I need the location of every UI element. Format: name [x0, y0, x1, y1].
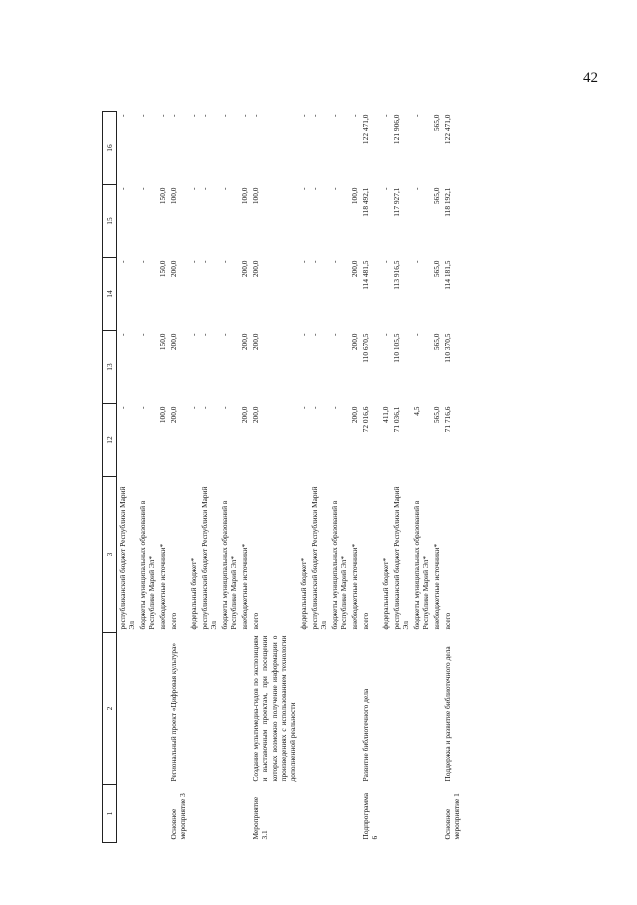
table-row — [309, 112, 329, 843]
row-code-cell — [411, 785, 431, 843]
row-value-cell: 100,0 — [251, 187, 261, 205]
row-value-cell: 200,0 — [169, 333, 179, 351]
row-source-cell: всего — [169, 612, 179, 630]
row-name-cell — [411, 633, 431, 785]
row-value-cell: 565,0 — [432, 187, 441, 205]
row-code-cell — [188, 785, 199, 843]
row-value-cell: - — [298, 114, 308, 117]
row-code-cell: Подпрограмма 6 — [360, 792, 379, 840]
row-value-cell: - — [220, 260, 230, 263]
row-value-cell: - — [138, 260, 148, 263]
row-value-cell: 114 481,5 — [360, 260, 370, 290]
row-value-cell: 122 471,0 — [360, 114, 370, 145]
row-value-cell: 122 471,0 — [443, 114, 453, 145]
row-code-cell — [309, 785, 329, 843]
row-value-cell: 100,0 — [240, 187, 250, 205]
row-name-cell — [431, 633, 442, 785]
row-value-cell: - — [298, 187, 308, 190]
row-value-cell: 200,0 — [240, 406, 250, 424]
row-value-cell: - — [298, 260, 308, 263]
row-code-cell — [329, 785, 349, 843]
row-name-cell — [188, 633, 199, 785]
row-name-cell — [199, 633, 219, 785]
row-name-cell — [391, 633, 411, 785]
row-source-cell: бюджеты муниципальных образований в Республике Марий Эл* — [138, 500, 157, 630]
row-value-cell: 150,0 — [158, 260, 168, 278]
row-value-cell: - — [380, 187, 390, 190]
row-value-cell: - — [298, 406, 308, 409]
row-value-cell: - — [200, 406, 210, 409]
row-source-cell: республиканский бюджет Республики Марий Эл — [118, 486, 137, 630]
table-row — [329, 112, 349, 843]
row-value-cell: - — [309, 187, 319, 190]
row-value-cell: - — [411, 114, 421, 117]
row-value-cell: 121 906,0 — [391, 114, 401, 145]
table-row — [219, 112, 239, 843]
row-value-cell: - — [200, 114, 210, 117]
row-value-cell: - — [200, 187, 210, 190]
col-header-3: 3 — [103, 477, 117, 633]
row-value-cell: - — [138, 333, 148, 336]
row-value-cell: - — [138, 187, 148, 190]
table-row — [411, 112, 431, 843]
row-value-cell: - — [380, 260, 390, 263]
col-header-1: 1 — [103, 785, 117, 843]
row-value-cell: - — [118, 260, 128, 263]
col-header-14: 14 — [103, 258, 117, 331]
row-value-cell: - — [329, 114, 339, 117]
row-source-cell: федеральный бюджет* — [298, 557, 308, 630]
table-body — [117, 112, 463, 843]
row-value-cell: - — [220, 333, 230, 336]
col-header-12: 12 — [103, 404, 117, 477]
row-code-cell — [199, 785, 219, 843]
row-value-cell: - — [189, 333, 199, 336]
row-source-cell: всего — [360, 612, 370, 630]
row-value-cell: - — [240, 114, 250, 117]
row-source-cell: внебюджетные источники* — [158, 543, 168, 630]
row-value-cell: 200,0 — [169, 406, 179, 424]
row-value-cell: - — [220, 406, 230, 409]
row-code-cell — [157, 785, 168, 843]
row-value-cell: - — [118, 114, 128, 117]
row-value-cell: - — [189, 406, 199, 409]
row-value-cell: 150,0 — [158, 333, 168, 351]
row-code-cell: Основное мероприятие 3 — [169, 793, 188, 840]
row-code-cell — [117, 785, 138, 843]
row-name-cell — [298, 633, 309, 785]
table-row — [349, 112, 360, 843]
row-value-cell: - — [298, 333, 308, 336]
row-name-cell — [137, 633, 157, 785]
row-value-cell: - — [380, 333, 390, 336]
row-value-cell: - — [189, 114, 199, 117]
row-value-cell: 117 927,1 — [391, 187, 401, 217]
row-value-cell: 200,0 — [251, 260, 261, 278]
table-row — [117, 112, 138, 843]
row-value-cell: 200,0 — [240, 333, 250, 351]
row-value-cell: - — [200, 333, 210, 336]
row-value-cell: - — [411, 260, 421, 263]
row-value-cell: 200,0 — [349, 260, 359, 278]
row-value-cell: 200,0 — [240, 260, 250, 278]
row-value-cell: - — [251, 114, 261, 117]
row-value-cell: 565,0 — [432, 114, 441, 132]
row-value-cell: 110 105,5 — [391, 333, 401, 363]
row-code-cell — [349, 785, 360, 843]
row-value-cell: - — [411, 187, 421, 190]
row-code-cell — [239, 785, 250, 843]
row-value-cell: 150,0 — [158, 187, 168, 205]
table-row — [137, 112, 157, 843]
row-code-cell: Основное мероприятие 1 — [443, 793, 462, 840]
table-row — [199, 112, 219, 843]
row-source-cell: всего — [443, 612, 453, 630]
row-name-cell — [219, 633, 239, 785]
row-name-cell — [157, 633, 168, 785]
row-source-cell: бюджеты муниципальных образований в Республике Марий Эл* — [329, 500, 348, 630]
row-name-cell: Развитие библиотечного дела — [360, 688, 370, 782]
row-value-cell: - — [329, 406, 339, 409]
row-value-cell: 100,0 — [158, 406, 168, 424]
table-row — [360, 112, 380, 843]
row-source-cell: федеральный бюджет* — [189, 557, 199, 630]
row-name-cell — [309, 633, 329, 785]
row-value-cell: 200,0 — [251, 333, 261, 351]
row-value-cell: 200,0 — [349, 406, 359, 424]
row-value-cell: - — [158, 114, 168, 117]
table-row — [188, 112, 199, 843]
row-name-cell — [349, 633, 360, 785]
row-value-cell: 110 370,5 — [443, 333, 453, 363]
table-row — [250, 112, 297, 843]
col-header-2: 2 — [103, 633, 117, 785]
row-source-cell: внебюджетные источники* — [240, 543, 250, 630]
row-value-cell: 110 670,5 — [360, 333, 370, 363]
row-value-cell: - — [411, 333, 421, 336]
row-value-cell: 100,0 — [169, 187, 179, 205]
row-source-cell: республиканский бюджет Республики Марий Эл — [391, 486, 410, 630]
row-value-cell: - — [329, 260, 339, 263]
row-value-cell: 72 016,6 — [360, 406, 370, 433]
row-source-cell: федеральный бюджет* — [380, 557, 390, 630]
row-name-cell — [117, 633, 138, 785]
row-value-cell: 565,0 — [432, 406, 441, 424]
row-name-cell: Создание мультимедиа-гидов по экспозициям и выставочным проектам, при посещении которых возможно получение информации о произведениях с использованием технологии дополненной реальности — [251, 635, 297, 782]
row-code-cell: Мероприятие 3.1 — [251, 796, 270, 840]
row-source-cell: бюджеты муниципальных образований в Республике Марий Эл* — [411, 500, 430, 630]
row-value-cell: 565,0 — [432, 260, 441, 278]
row-value-cell: - — [309, 260, 319, 263]
row-value-cell: - — [220, 187, 230, 190]
row-value-cell: - — [380, 114, 390, 117]
table-row — [391, 112, 411, 843]
row-name-cell — [239, 633, 250, 785]
row-code-cell — [431, 785, 442, 843]
table-row — [431, 112, 442, 843]
row-value-cell: 200,0 — [349, 333, 359, 351]
row-value-cell: - — [220, 114, 230, 117]
col-header-13: 13 — [103, 331, 117, 404]
row-value-cell: - — [309, 333, 319, 336]
row-source-cell: внебюджетные источники* — [432, 543, 441, 630]
row-name-cell: Поддержка и развитие библиотечного дела — [443, 646, 453, 782]
col-header-15: 15 — [103, 185, 117, 258]
row-code-cell — [137, 785, 157, 843]
row-value-cell: 200,0 — [169, 260, 179, 278]
table-row — [442, 112, 462, 843]
row-value-cell: - — [138, 114, 148, 117]
page-number: 42 — [583, 70, 598, 86]
row-value-cell: 71 036,1 — [391, 406, 401, 433]
rotated-table-container — [102, 112, 534, 843]
table-header — [103, 112, 117, 843]
col-header-16: 16 — [103, 112, 117, 185]
row-value-cell: - — [329, 187, 339, 190]
row-code-cell — [391, 785, 411, 843]
row-source-cell: внебюджетные источники* — [349, 543, 359, 630]
row-value-cell: - — [200, 260, 210, 263]
table-row — [380, 112, 391, 843]
row-value-cell: 114 181,5 — [443, 260, 453, 290]
row-value-cell: 411,0 — [380, 406, 390, 423]
row-value-cell: - — [138, 406, 148, 409]
row-value-cell: - — [118, 187, 128, 190]
row-value-cell: - — [329, 333, 339, 336]
row-value-cell: 71 716,6 — [443, 406, 453, 433]
row-name-cell: Региональный проект «Цифровая культура» — [169, 642, 179, 782]
row-name-cell — [329, 633, 349, 785]
table-row — [168, 112, 188, 843]
row-value-cell: 4,5 — [411, 406, 421, 416]
table-row — [298, 112, 309, 843]
row-value-cell: 565,0 — [432, 333, 441, 351]
row-code-cell — [380, 785, 391, 843]
row-source-cell: всего — [251, 612, 261, 630]
row-code-cell — [219, 785, 239, 843]
row-source-cell: республиканский бюджет Республики Марий Эл — [309, 486, 328, 630]
row-value-cell: 113 916,5 — [391, 260, 401, 290]
row-value-cell: - — [189, 187, 199, 190]
row-value-cell: - — [118, 333, 128, 336]
row-value-cell: 200,0 — [251, 406, 261, 424]
row-value-cell: - — [169, 114, 179, 117]
table-row — [157, 112, 168, 843]
row-source-cell: республиканский бюджет Республики Марий Эл — [200, 486, 219, 630]
row-value-cell: 118 192,1 — [443, 187, 453, 217]
row-value-cell: - — [189, 260, 199, 263]
row-name-cell — [380, 633, 391, 785]
table-row — [239, 112, 250, 843]
row-value-cell: - — [349, 114, 359, 117]
row-value-cell: 100,0 — [349, 187, 359, 205]
row-value-cell: - — [309, 114, 319, 117]
row-value-cell: - — [118, 406, 128, 409]
budget-table — [102, 111, 462, 843]
row-source-cell: бюджеты муниципальных образований в Республике Марий Эл* — [220, 500, 239, 630]
row-code-cell — [298, 785, 309, 843]
row-value-cell: - — [309, 406, 319, 409]
row-value-cell: 118 492,1 — [360, 187, 370, 217]
